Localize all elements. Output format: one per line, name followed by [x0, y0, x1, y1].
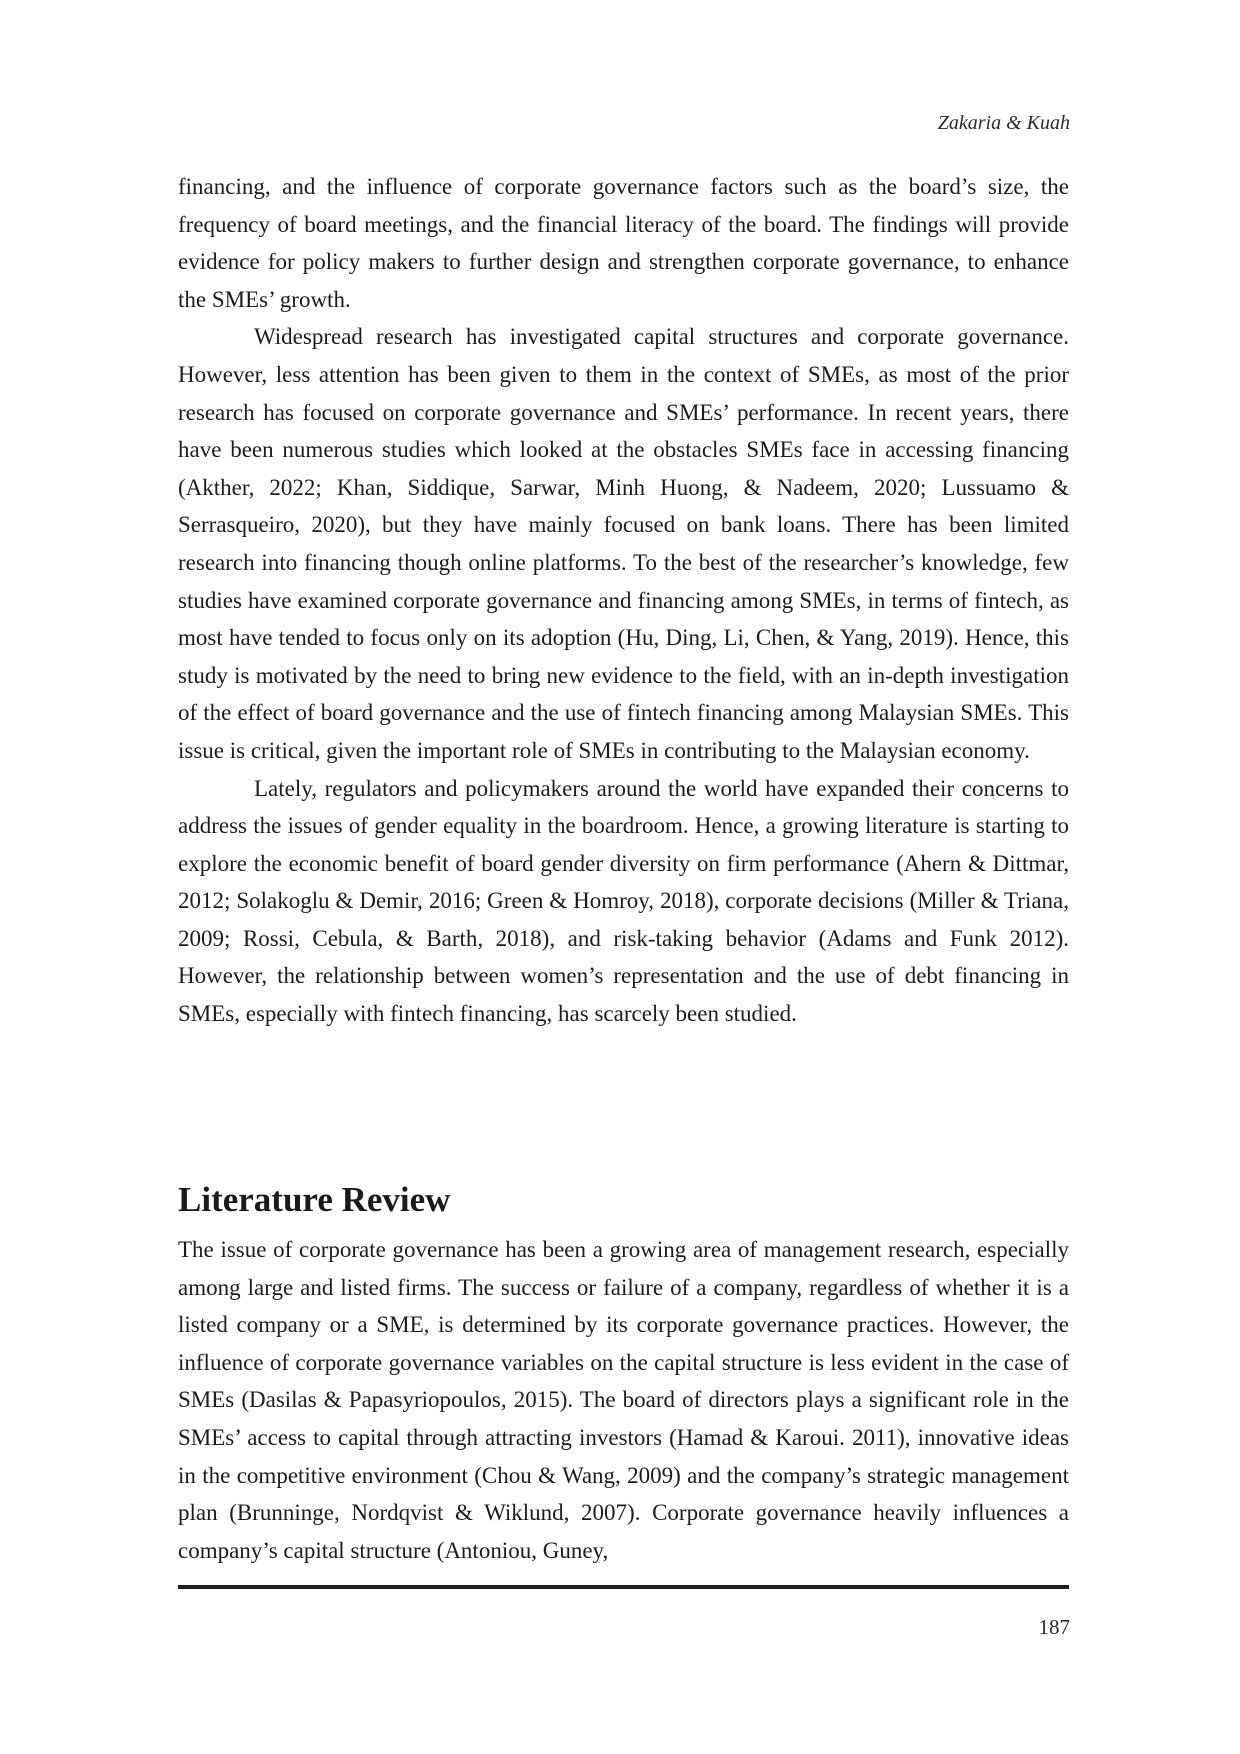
section-heading-literature-review: Literature Review — [178, 1180, 451, 1219]
page-number: 187 — [1038, 1615, 1070, 1639]
running-head: Zakaria & Kuah — [937, 112, 1070, 134]
paragraph-3: Lately, regulators and policymakers around the world have expanded their concerns to address the issues of gender equality in the boardroom. Hence, a growing literature is starting to explore the economic benefit of board gender diversity on firm performance (Ahern & Dittmar, 2012; Solakoglu & Demir, 2016; Green & Homroy, 2018), corporate decisions (Miller & Triana, 2009; Rossi, Cebula, & Barth, 2018), and risk-taking behavior (Adams and Funk 2012). However, the relationship between women’s representation and the use of debt financing in SMEs, especially with fintech financing, has scarcely been studied. — [178, 775, 1069, 1027]
footer-rule — [178, 1585, 1069, 1589]
paragraph-1: financing, and the influence of corporate governance factors such as the board’s size, the frequency of board meetings, and the financial literacy of the board. The findings will provide evidence for policy makers to further design and strengthen corporate governance, to enhance the SMEs’ growth. — [178, 174, 1069, 312]
paragraph-2: Widespread research has investigated capital structures and corporate governance. However, less attention has been given to them in the context of SMEs, as most of the prior research has focused on corporate governance and SMEs’ performance. In recent years, there have been numerous studies which looked at the obstacles SMEs face in accessing financing (Akther, 2022; Khan, Siddique, Sarwar, Minh Huong, & Nadeem, 2020; Lussuamo & Serrasqueiro, 2020), but they have mainly focused on bank loans. There has been limited research into financing though online platforms. To the best of the researcher’s knowledge, few studies have examined corporate governance and financing among SMEs, in terms of fintech, as most have tended to focus only on its adoption (Hu, Ding, Li, Chen, & Yang, 2019). Hence, this study is motivated by the need to bring new evidence to the field, with an in-depth investigation of the effect of board governance and the use of fintech financing among Malaysian SMEs. This issue is critical, given the important role of SMEs in contributing to the Malaysian economy. — [178, 324, 1069, 763]
literature-review-paragraph: The issue of corporate governance has been a growing area of management research, especially among large and listed firms. The success or failure of a company, regardless of whether it is a listed company or a SME, is determined by its corporate governance practices. However, the influence of corporate governance variables on the capital structure is less evident in the case of SMEs (Dasilas & Papasyriopoulos, 2015). The board of directors plays a significant role in the SMEs’ access to capital through attracting investors (Hamad & Karoui. 2011), innovative ideas in the competitive environment (Chou & Wang, 2009) and the company’s strategic management plan (Brunninge, Nordqvist & Wiklund, 2007). Corporate governance heavily influences a company’s capital structure (Antoniou, Guney, — [178, 1237, 1069, 1563]
literature-review-section — [178, 1231, 1069, 1569]
intro-section — [178, 168, 1069, 1033]
